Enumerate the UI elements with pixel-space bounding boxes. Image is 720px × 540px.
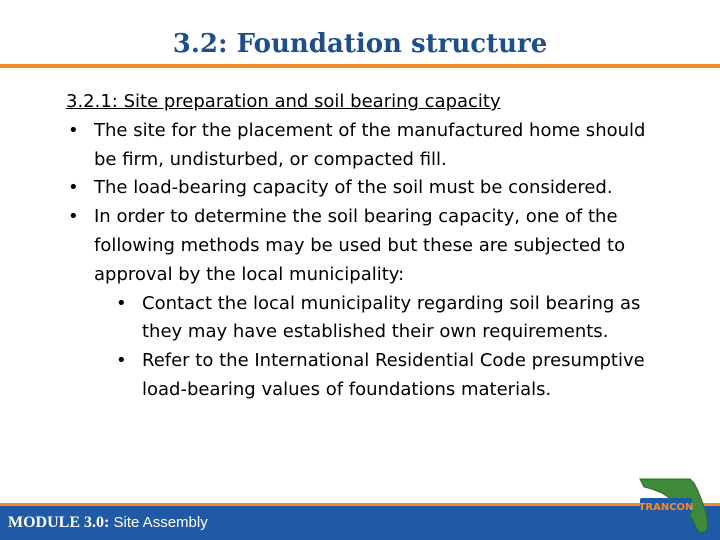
sub-bullet-item [114,347,666,405]
footer-module-number: MODULE 3.0: [8,514,110,531]
footer-module-label [8,513,208,533]
bullet-item [66,203,666,289]
footer-bar [0,503,720,540]
logo-text: TRANCON [638,502,694,513]
bullet-text: The load-bearing capacity of the soil must be considered. [94,177,613,199]
sub-bullet-item [114,290,666,348]
bullet-item [66,117,666,175]
sub-bullet-dot: • [116,292,127,314]
sub-bullet-dot: • [116,350,127,372]
bullet-dot: • [68,177,79,199]
sub-bullet-text: Refer to the International Residential Code presumptive load-bearing values of foundations materials. [142,350,645,400]
florida-logo-icon [638,473,716,537]
bullet-item [66,174,666,203]
footer-module-name: Site Assembly [113,514,208,531]
slide-content [66,88,666,405]
section-heading: 3.2.1: Site preparation and soil bearing capacity [66,91,501,112]
bullet-dot: • [68,206,79,228]
title-divider [0,64,720,68]
sub-bullet-text: Contact the local municipality regarding soil bearing as they may have established their own requirements. [142,292,641,343]
bullet-text: In order to determine the soil bearing capacity, one of the following methods may be used but these are subjected to approval by the local municipality: [94,206,626,285]
bullet-text: The site for the placement of the manufactured home should be firm, undisturbed, or compacted fill. [94,119,646,170]
bullet-dot: • [68,119,79,141]
page-title: 3.2: Foundation structure [172,29,548,59]
